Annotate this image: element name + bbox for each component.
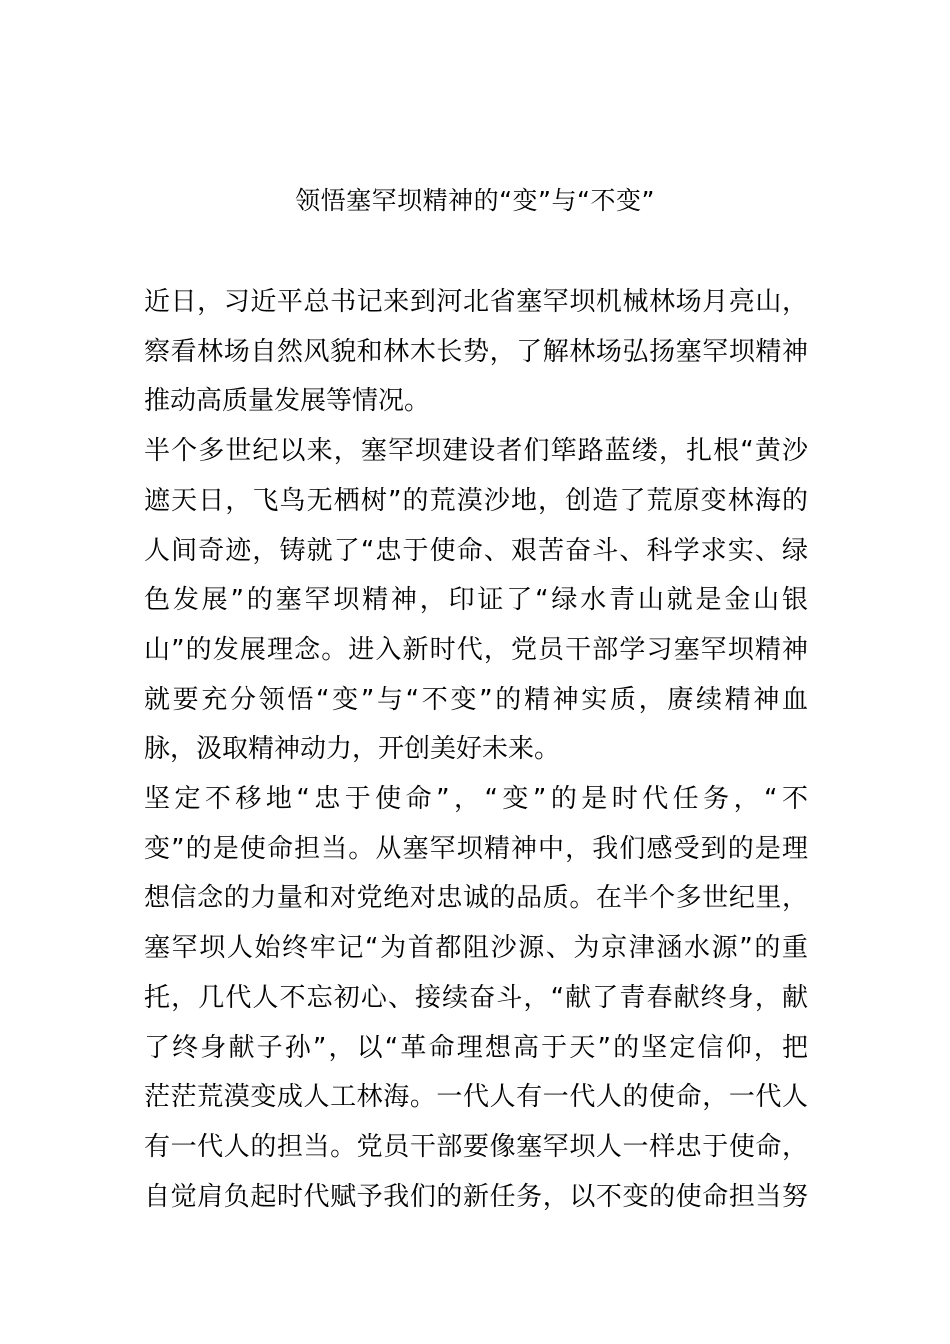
document-title: 领悟塞罕坝精神的“变”与“不变” bbox=[295, 186, 655, 215]
text-line: 想信念的力量和对党绝对忠诚的品质。在半个多世纪里， bbox=[144, 883, 808, 914]
text-line: 山”的发展理念。进入新时代，党员干部学习塞罕坝精神 bbox=[144, 634, 808, 665]
text-line: 推动高质量发展等情况。 bbox=[144, 386, 431, 417]
text-line: 有一代人的担当。党员干部要像塞罕坝人一样忠于使命， bbox=[144, 1131, 808, 1162]
text-line: 察看林场自然风貌和林木长势，了解林场弘扬塞罕坝精神 bbox=[144, 336, 808, 367]
text-line: 自觉肩负起时代赋予我们的新任务，以不变的使命担当努 bbox=[144, 1181, 808, 1212]
paragraph-1 bbox=[144, 278, 808, 427]
text-line: 就要充分领悟“变”与“不变”的精神实质，赓续精神血 bbox=[144, 684, 808, 715]
text-line: 坚定不移地“忠于使命”，“变”的是时代任务，“不 bbox=[144, 784, 808, 815]
text-line: 了终身献子孙”，以“革命理想高于天”的坚定信仰，把 bbox=[144, 1032, 808, 1063]
text-line: 近日，习近平总书记来到河北省塞罕坝机械林场月亮山， bbox=[144, 287, 808, 317]
text-line: 色发展”的塞罕坝精神，印证了“绿水青山就是金山银 bbox=[144, 585, 808, 616]
text-line: 脉，汲取精神动力，开创美好未来。 bbox=[144, 734, 561, 765]
document-body bbox=[144, 278, 808, 1222]
text-line: 托，几代人不忘初心、接续奋斗，“献了青春献终身，献 bbox=[144, 982, 808, 1013]
text-line: 半个多世纪以来，塞罕坝建设者们筚路蓝缕，扎根“黄沙 bbox=[144, 436, 808, 467]
text-line: 塞罕坝人始终牢记“为首都阻沙源、为京津涵水源”的重 bbox=[144, 933, 808, 964]
paragraph-3 bbox=[144, 775, 808, 1222]
text-line: 茫茫荒漠变成人工林海。一代人有一代人的使命，一代人 bbox=[144, 1082, 808, 1113]
text-line: 变”的是使命担当。从塞罕坝精神中，我们感受到的是理 bbox=[144, 833, 808, 864]
paragraph-2 bbox=[144, 427, 808, 775]
text-line: 遮天日，飞鸟无栖树”的荒漠沙地，创造了荒原变林海的 bbox=[144, 485, 808, 516]
text-line: 人间奇迹，铸就了“忠于使命、艰苦奋斗、科学求实、绿 bbox=[144, 535, 808, 566]
